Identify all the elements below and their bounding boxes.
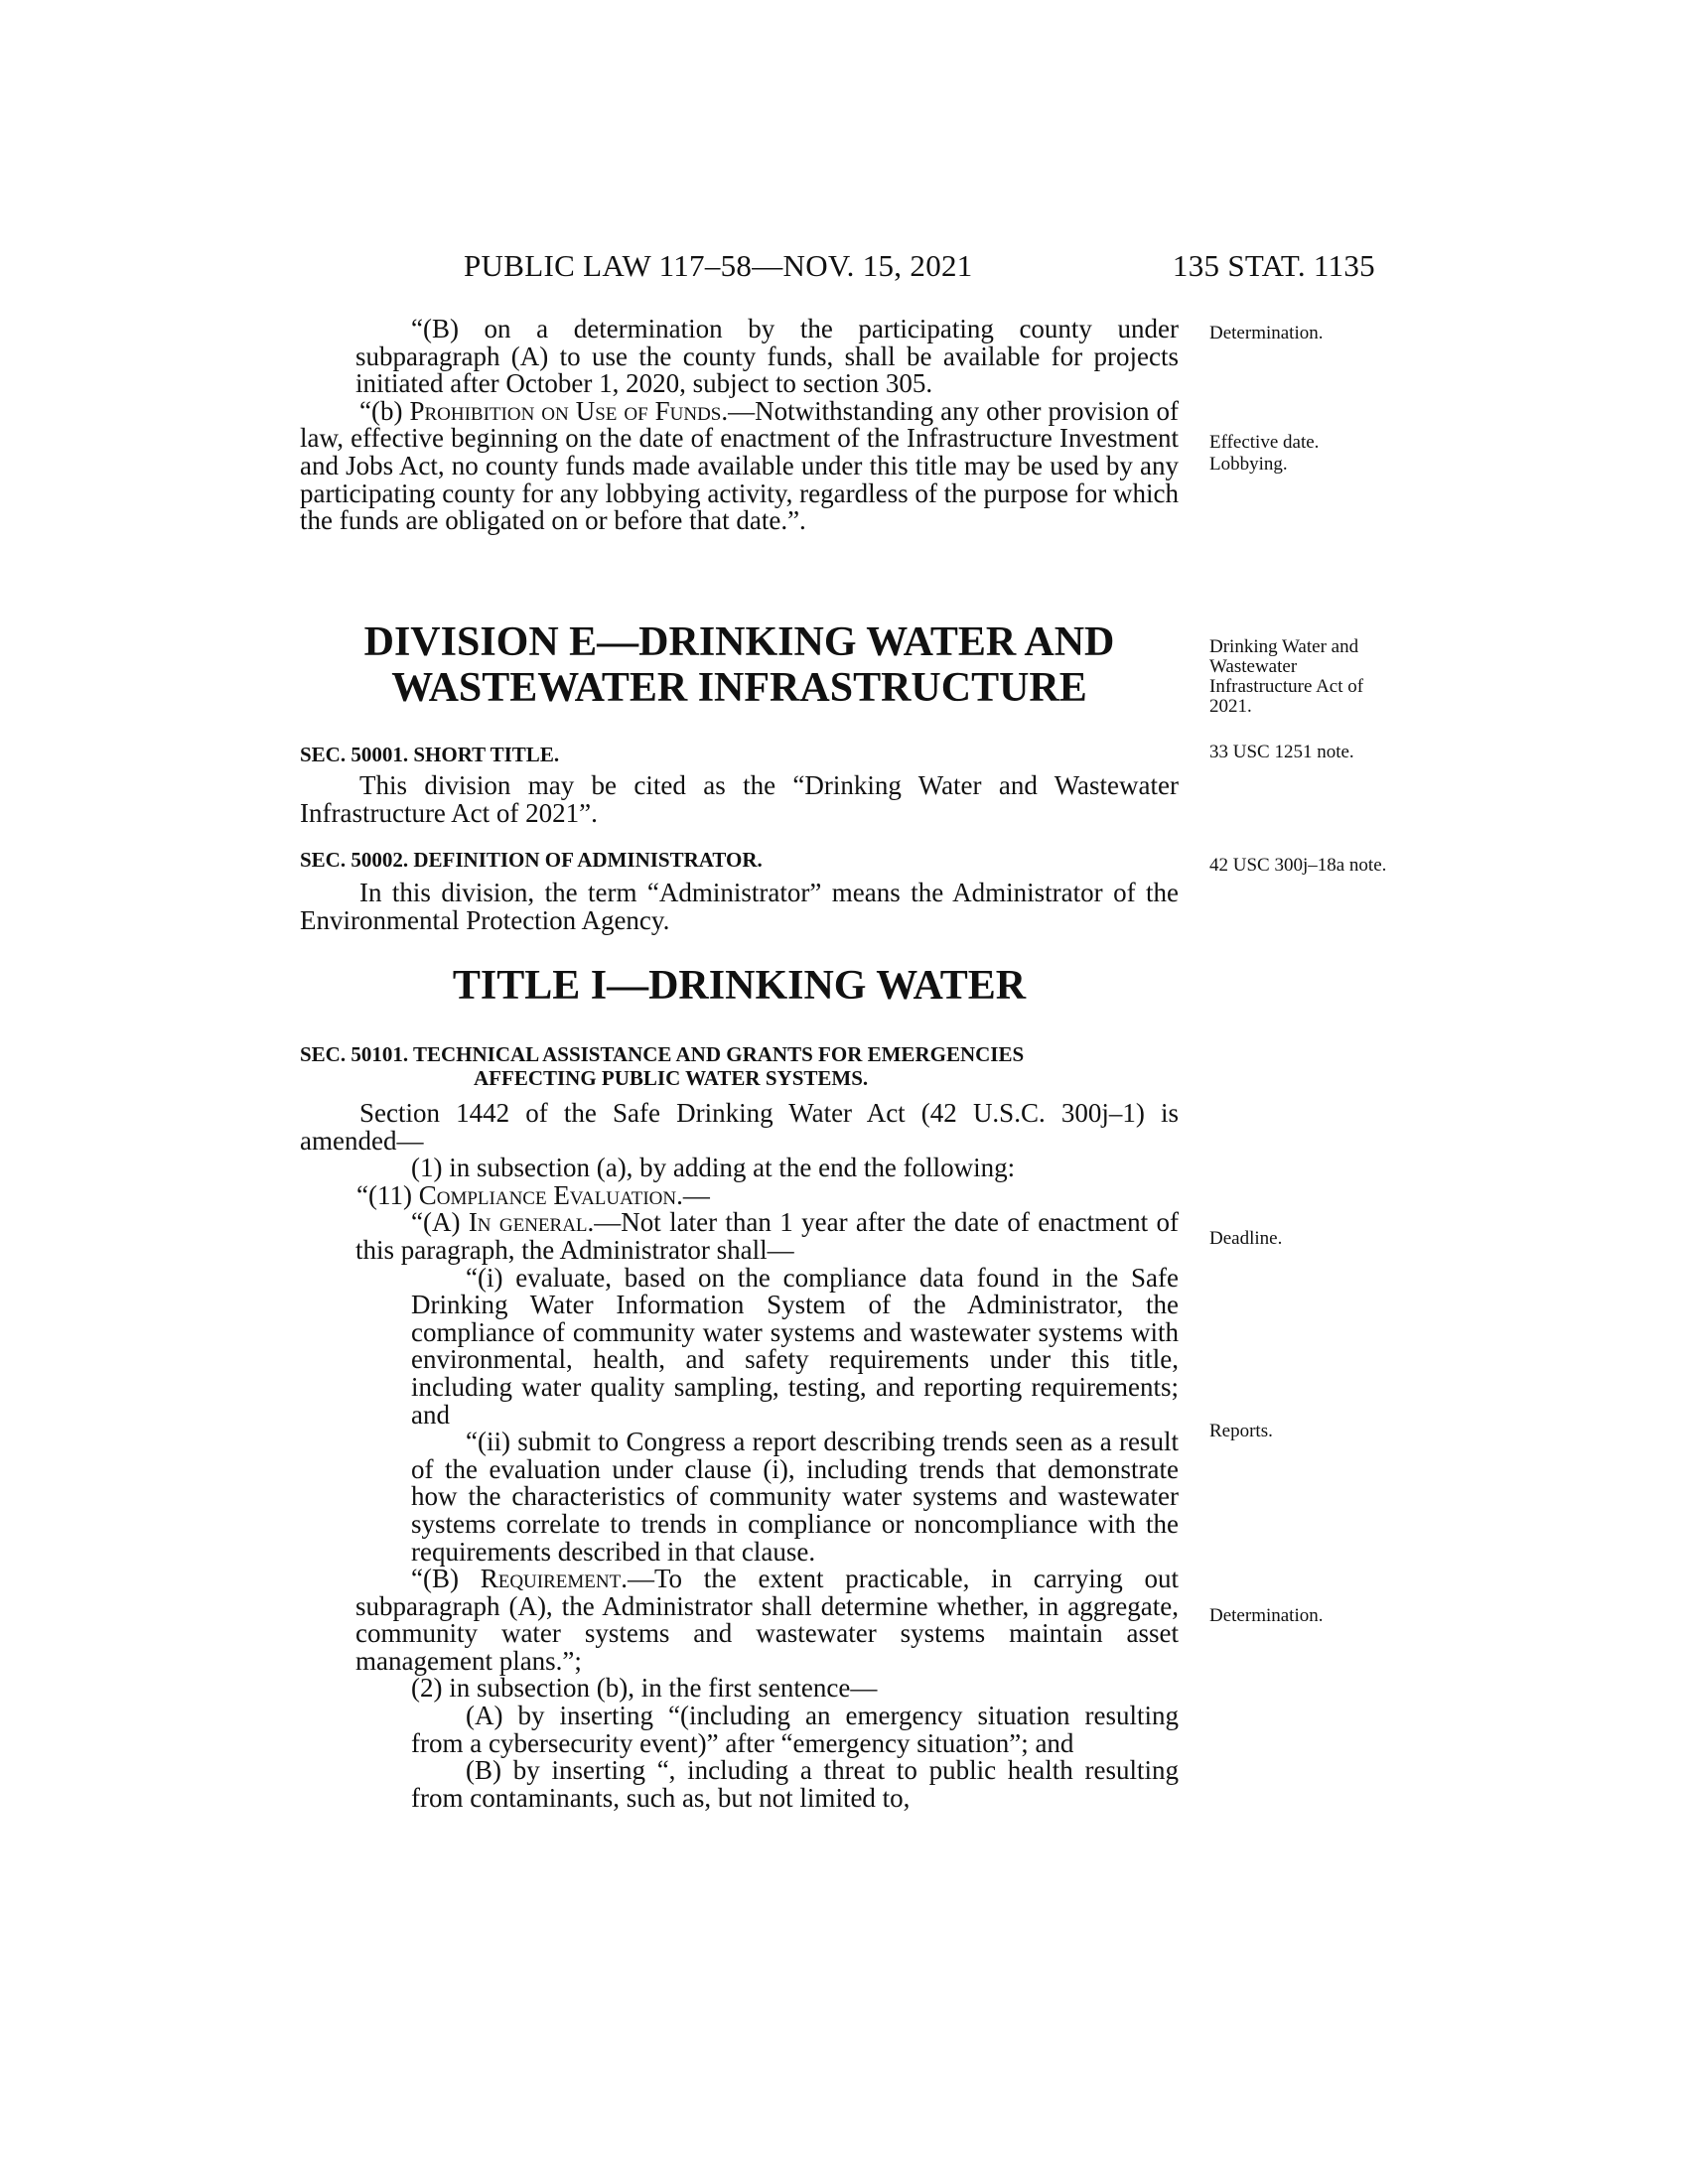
paragraph-prohibition: “(b) Prohibition on Use of Funds.—Notwithstanding any other provision of law, effective beginning on the date of enactment of the Infrastructure Investment and Jobs Act, no county funds made available under this title may be used by any participating county for any lobbying activity, regardless of the purpose for which the funds are obligated on or before that date.”.	[300, 395, 1180, 536]
paragraph-b-continued: “(B) on a determination by the participating county under subparagraph (A) to use the county funds, shall be available for projects initiated after October 1, 2020, subject to section 305.	[355, 314, 1179, 399]
clause-ii: “(ii) submit to Congress a report describing trends seen as a result of the evaluation under clause (i), including trends that demonstrate how the characteristics of community water systems and wastewater systems correlate to trends in compliance or noncompliance with the requirements described in that clause.	[411, 1427, 1179, 1567]
short-title-text: This division may be cited as the “Drinking Water and Wastewater Infrastructure Act of 2021”.	[300, 770, 1179, 828]
margin-note-lobbying: Lobbying.	[1209, 454, 1288, 475]
margin-note-42-usc: 42 USC 300j–18a note.	[1209, 855, 1387, 876]
section-50101-body	[300, 1100, 1179, 1812]
subparagraph-b: “(B) Requirement.—To the extent practicable, in carrying out subparagraph (A), the Administrator shall determine whether, in aggregate, community water systems and wastewater systems maintain asset management plans.”;	[355, 1564, 1179, 1676]
section-50101-heading: SEC. 50101. TECHNICAL ASSISTANCE AND GRANTS FOR EMERGENCIES AFFECTING PUBLIC WATER SYSTEMS.	[300, 1042, 1025, 1090]
definition-text: In this division, the term “Administrator” means the Administrator of the Environmental Protection Agency.	[300, 878, 1179, 935]
clause-i: “(i) evaluate, based on the compliance data found in the Safe Drinking Water Information System of the Administrator, the compliance of community water systems and wastewater systems with environmental, health, and safety requirements under this title, including water quality sampling, testing, and reporting requirements; and	[411, 1262, 1179, 1430]
margin-note-reports: Reports.	[1209, 1421, 1273, 1441]
item-1: (1) in subsection (a), by adding at the end the following:	[411, 1153, 1016, 1183]
section-50002-heading: SEC. 50002. DEFINITION OF ADMINISTRATOR.	[300, 848, 763, 872]
section-50002-body	[300, 880, 1179, 934]
running-header-left: PUBLIC LAW 117–58—NOV. 15, 2021	[464, 248, 973, 283]
margin-note-effective-date: Effective date.	[1209, 432, 1320, 453]
item-2-a: (A) by inserting “(including an emergency situation resulting from a cybersecurity event)” after “emergency situation”; and	[411, 1701, 1179, 1758]
section-50001-body	[300, 772, 1179, 827]
subparagraph-a: “(A) In general.—Not later than 1 year after the date of enactment of this paragraph, the Administrator shall—	[355, 1207, 1179, 1265]
item-2-b: (B) by inserting “, including a threat to public health resulting from contaminants, such as, but not limited to,	[411, 1755, 1179, 1813]
continuation-text	[300, 316, 1179, 535]
margin-note-act-name: Drinking Water and Wastewater Infrastructure Act of 2021.	[1209, 636, 1364, 717]
page-number-header: 135 STAT. 1135	[1172, 248, 1375, 283]
margin-note-deadline: Deadline.	[1209, 1228, 1283, 1249]
margin-note-determination: Determination.	[1209, 323, 1324, 343]
prohibition-heading: Prohibition on Use of Funds	[409, 395, 722, 426]
title-heading: TITLE I—DRINKING WATER	[452, 963, 1027, 1009]
item-1-quote-heading: “(11) Compliance Evaluation.—	[356, 1179, 710, 1210]
margin-note-determination-2: Determination.	[1209, 1605, 1324, 1626]
margin-note-33-usc: 33 USC 1251 note.	[1209, 742, 1354, 762]
section-50001-heading: SEC. 50001. SHORT TITLE.	[300, 743, 560, 766]
item-2: (2) in subsection (b), in the first sentence—	[411, 1673, 878, 1704]
division-heading: DIVISION E—DRINKING WATER AND WASTEWATER INFRASTRUCTURE	[363, 619, 1115, 711]
section-50101-intro: Section 1442 of the Safe Drinking Water Act (42 U.S.C. 300j–1) is amended—	[300, 1098, 1179, 1156]
